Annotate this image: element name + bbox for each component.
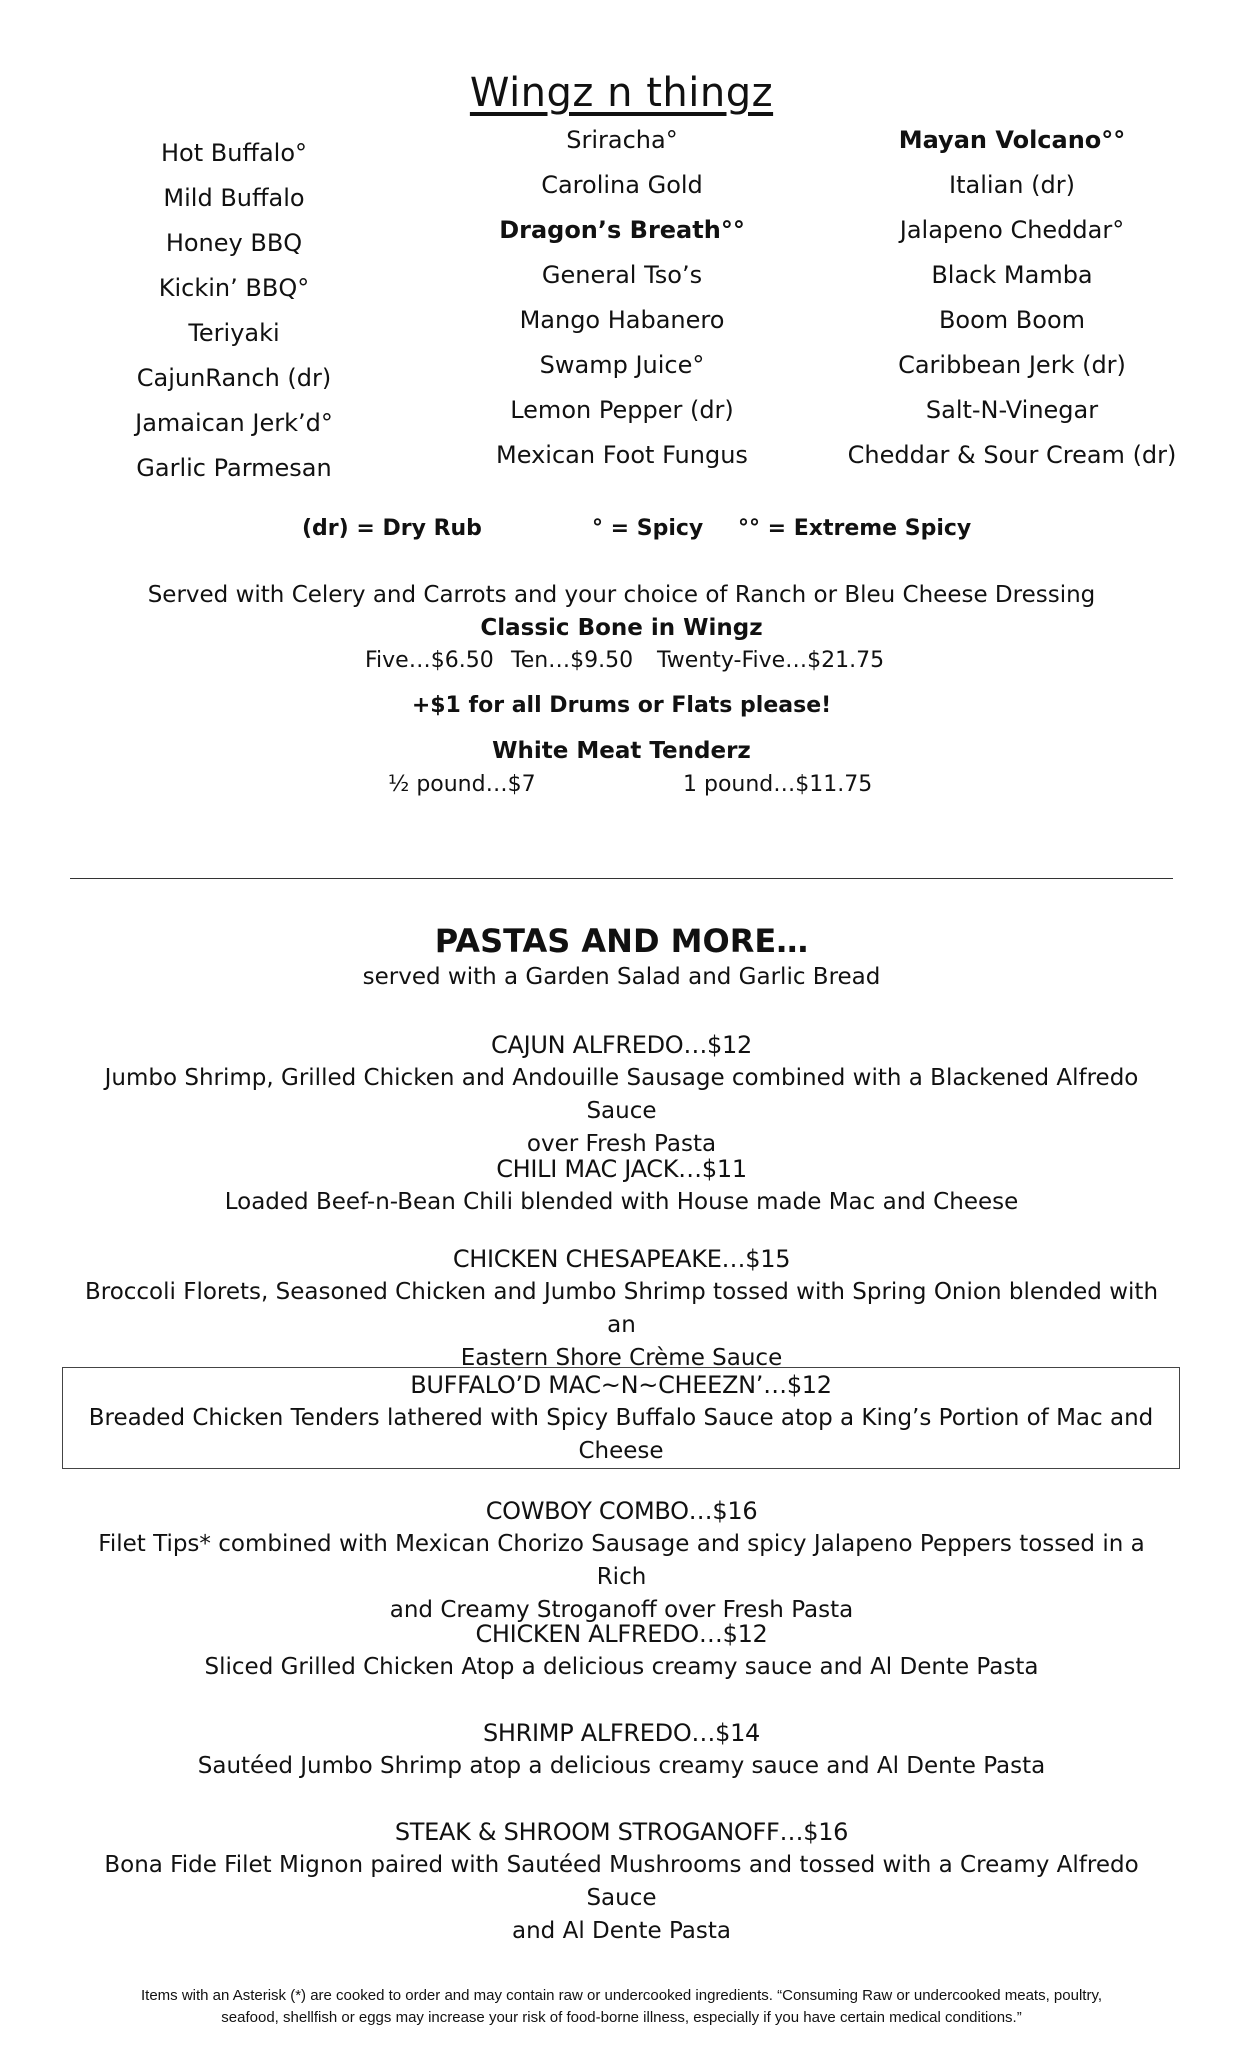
flavor-item: Mexican Foot Fungus [496,441,748,469]
flavor-item: Cheddar & Sour Cream (dr) [847,441,1177,469]
dish-item [70,1815,1173,1948]
dish-description-line: Loaded Beef-n-Bean Chili blended with House made Mac and Cheese [224,1189,1019,1215]
flavor-item: Salt-N-Vinegar [925,396,1099,424]
dish-description-line: Jumbo Shrimp, Grilled Chicken and Andouille Sausage combined with a Blackened Alfredo Sauce [104,1065,1139,1124]
dish-description-line: Breaded Chicken Tenders lathered with Spicy Buffalo Sauce atop a King’s Portion of Mac and [88,1405,1154,1431]
dish-description-line: Bona Fide Filet Mignon paired with Sautéed Mushrooms and tossed with a Creamy Alfredo Sauce [104,1852,1139,1911]
dish-item [70,1152,1173,1219]
dish-item [70,1028,1173,1161]
pastas-title: PASTAS AND MORE… [434,922,809,960]
tenders-title: White Meat Tenderz [492,738,751,764]
flavor-column-2 [432,118,812,478]
price-ten: Ten…$9.50 [511,648,634,673]
flavor-item: Caribbean Jerk (dr) [898,351,1126,379]
flavor-item: Mild Buffalo [163,184,305,212]
flavor-item: Jamaican Jerk’d° [135,409,333,437]
flavor-item: Italian (dr) [949,171,1075,199]
served-with-note: Served with Celery and Carrots and your choice of Ranch or Bleu Cheese Dressing [147,582,1096,608]
flavor-item: Mango Habanero [519,306,725,334]
tenders-one-pound-price: 1 pound…$11.75 [683,772,873,797]
pastas-subtitle: served with a Garden Salad and Garlic Bread [362,964,881,990]
legend-extreme-spicy: °° = Extreme Spicy [738,516,972,541]
flavor-item: Boom Boom [938,306,1086,334]
dish-name: CHICKEN ALFREDO…$12 [475,1620,768,1648]
flavor-item: Garlic Parmesan [136,454,332,482]
dish-description-line: over Fresh Pasta [526,1131,717,1157]
dish-description-line: and Creamy Stroganoff over Fresh Pasta [389,1597,854,1623]
dish-description-line: Broccoli Florets, Seasoned Chicken and Jumbo Shrimp tossed with Spring Onion blended with an [84,1279,1159,1338]
dish-item [70,1494,1173,1627]
dish-item [70,1242,1173,1375]
dish-name: BUFFALO’D MAC~N~CHEEZN’…$12 [410,1371,832,1399]
flavor-item: Dragon’s Breath°° [499,216,745,244]
flavor-item: Kickin’ BBQ° [158,274,310,302]
disclaimer-line: seafood, shellfish or eggs may increase your risk of food-borne illness, especially if you have certain medical conditions.” [221,2009,1022,2026]
legend-spicy: ° = Spicy [592,516,704,541]
dish-name: COWBOY COMBO…$16 [485,1497,758,1525]
classic-wings-title: Classic Bone in Wingz [480,615,763,641]
dish-name: CHICKEN CHESAPEAKE…$15 [452,1245,791,1273]
flavor-item: Hot Buffalo° [160,139,308,167]
flavor-item: Teriyaki [188,319,280,347]
flavor-item: Mayan Volcano°° [898,126,1126,154]
featured-dish-box [62,1367,1180,1469]
dish-description-line: Cheese [578,1438,664,1464]
price-twenty-five: Twenty-Five…$21.75 [657,648,885,673]
dish-name: CAJUN ALFREDO…$12 [491,1031,752,1059]
flavor-item: Carolina Gold [541,171,703,199]
dish-description-line: Sliced Grilled Chicken Atop a delicious creamy sauce and Al Dente Pasta [204,1654,1039,1680]
flavor-item: Jalapeno Cheddar° [899,216,1125,244]
dish-description-line: Eastern Shore Crème Sauce [460,1345,783,1371]
dish-description-line: Sautéed Jumbo Shrimp atop a delicious creamy sauce and Al Dente Pasta [197,1753,1046,1779]
flavor-item: Lemon Pepper (dr) [510,396,734,424]
flavor-item: General Tso’s [541,261,703,289]
flavor-item: Sriracha° [566,126,678,154]
drums-flats-note: +$1 for all Drums or Flats please! [411,693,832,718]
price-five: Five…$6.50 [365,648,494,673]
flavor-item: Honey BBQ [165,229,303,257]
dish-item [70,1617,1173,1684]
flavor-item: CajunRanch (dr) [136,364,332,392]
dish-name: SHRIMP ALFREDO…$14 [482,1719,761,1747]
tenders-half-pound-price: ½ pound…$7 [388,772,536,797]
dish-name: STEAK & SHROOM STROGANOFF…$16 [394,1818,849,1846]
legend-dry-rub: (dr) = Dry Rub [302,516,482,541]
section-divider [70,878,1173,879]
wings-title: Wingz n thingz [469,70,774,116]
disclaimer-line: Items with an Asterisk (*) are cooked to order and may contain raw or undercooked ingredients. “Consuming Raw or undercooked meats, poultry, [140,1987,1103,2004]
food-safety-disclaimer [0,1985,1243,2029]
dish-item [70,1716,1173,1783]
dish-description-line: and Al Dente Pasta [512,1918,731,1944]
flavor-item: Black Mamba [931,261,1093,289]
dish-description-line: Filet Tips* combined with Mexican Chorizo Sausage and spicy Jalapeno Peppers tossed in a Rich [98,1531,1145,1590]
flavor-column-3 [822,118,1202,478]
flavor-column-1 [44,131,424,491]
flavor-item: Swamp Juice° [539,351,705,379]
dish-name: CHILI MAC JACK…$11 [496,1155,747,1183]
